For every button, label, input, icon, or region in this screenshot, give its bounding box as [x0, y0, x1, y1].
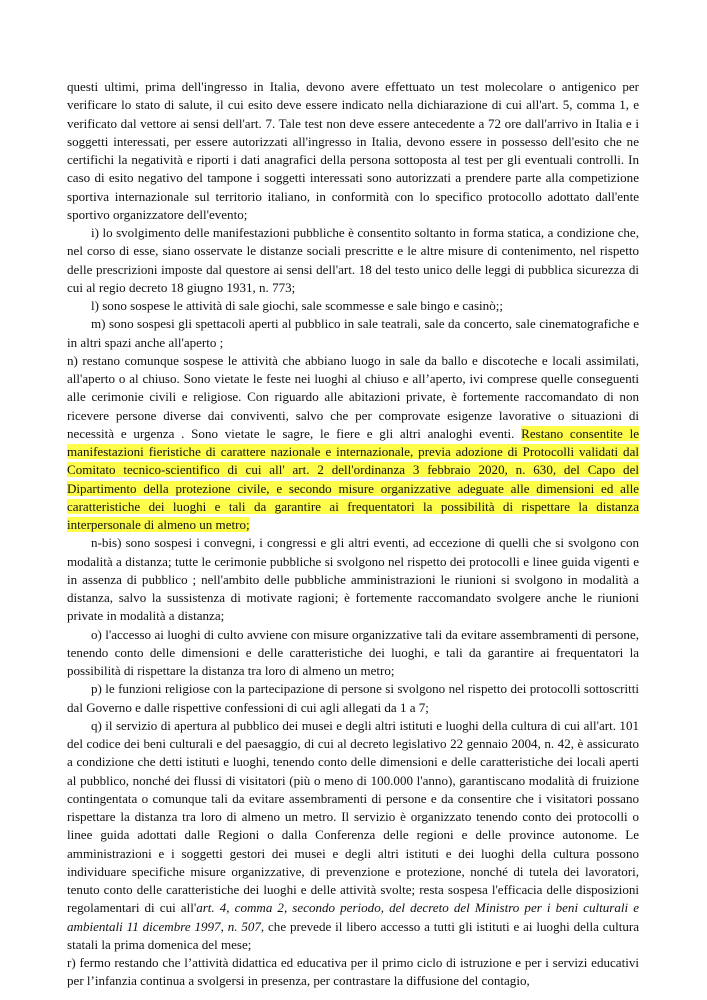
item-n-text: n) restano comunque sospese le attività che abbiano luogo in sale da ballo e discoteche e locali assimilati, all'aperto o al chiuso. Sono vietate le feste nei luoghi al chiuso e all’aperto, ivi comprese quelle conseguenti alle cerimonie civili e religiose. Con riguardo alle abitazioni private, è fortemente raccomandato di non ricevere persone diverse dai conviventi, salvo che per comprovate esigenze lavorative o situazioni di necessità e urgenza . Sono vietate le sagre, le fiere e gli altri analoghi eventi.	[67, 352, 639, 441]
document-page	[67, 78, 639, 991]
paragraph-item-n-bis: n-bis) sono sospesi i convegni, i congressi e gli altri eventi, ad eccezione di quelli che si svolgono con modalità a distanza; tutte le cerimonie pubbliche si svolgono nel rispetto dei protocolli e linee guida vigenti e in assenza di pubblico ; nell'ambito delle pubbliche amministrazioni le riunioni si svolgono in modalità a distanza, salvo la sussistenza di motivate ragioni; è fortemente raccomandato svolgere anche le riunioni private in modalità a distanza;	[67, 535, 639, 624]
highlighted-text: Restano consentite le manifestazioni fieristiche di carattere nazionale e internazionale, previa adozione di Protocolli validati dal Comitato tecnico-scientifico di cui all' art. 2 dell'ordinanza 3 febbraio 2020, n. 630, del Capo del Dipartimento della protezione civile, e secondo misure organizzative adeguate alle dimensioni ed alle caratteristiche dei luoghi e tali da garantire ai frequentatori la possibilità di rispettare la distanza interpersonale di almeno un metro;	[67, 425, 639, 532]
paragraph-item-p: p) le funzioni religiose con la partecipazione di persone si svolgono nel rispetto dei protocolli sottoscritti dal Governo e dalle rispettive confessioni di cui agli allegati da 1 a 7;	[67, 681, 639, 715]
paragraph-item-r: r) fermo restando che l’attività didattica ed educativa per il primo ciclo di istruzione e per i servizi educativi per l’infanzia continua a svolgersi in presenza, per contrastare la diffusione del contagio,	[67, 955, 639, 989]
paragraph-item-l: l) sono sospese le attività di sale giochi, sale scommesse e sale bingo e casinò;;	[91, 298, 503, 313]
paragraph-item-q	[67, 717, 639, 954]
paragraph-item-n	[67, 352, 639, 535]
item-q-text-start: q) il servizio di apertura al pubblico dei musei e degli altri istituti e luoghi della cultura di cui all'art. 101 del codice dei beni culturali e del paesaggio, di cui al decreto legislativo 22 gennaio 2004, n. 42, è assicurato a condizione che detti istituti e luoghi, tenendo conto delle dimensioni e delle caratteristiche dei locali aperti al pubblico, nonché dei flussi di visitatori (più o meno di 100.000 l'anno), garantiscano modalità di fruizione contingentata o comunque tali da evitare assembramenti di persone e da consentire che i visitatori possano rispettare la distanza tra loro di almeno un metro. Il servizio è organizzato tenendo conto dei protocolli o linee guida adottati dalle Regioni o dalla Conferenza delle regioni e delle province autonome. Le amministrazioni e i soggetti gestori dei musei e degli altri istituti e dei luoghi della cultura possono individuare specifiche misure organizzative, di prevenzione e protezione, nonché di tutela dei lavoratori, tenuto conto delle caratteristiche dei luoghi e delle attività svolte; resta sospesa l'efficacia delle disposizioni regolamentari di cui all'	[67, 717, 639, 916]
paragraph-item-o: o) l'accesso ai luoghi di culto avviene con misure organizzative tali da evitare assembramenti di persone, tenendo conto delle dimensioni e delle caratteristiche dei luoghi, e tali da garantire ai frequentatori la possibilità di rispettare la distanza tra loro di almeno un metro;	[67, 626, 639, 678]
paragraph-test-requirement: questi ultimi, prima dell'ingresso in Italia, devono avere effettuato un test molecolare o antigenico per verificare lo stato di salute, il cui esito deve essere indicato nella dichiarazione di cui all'art. 5, comma 1, e verificato dal vettore ai sensi dell'art. 7. Tale test non deve essere antecedente a 72 ore dall'arrivo in Italia e i soggetti interessati, per essere autorizzati all'ingresso in Italia, devono essere in possesso dell'esito che ne certifichi la negatività e riporti i dati anagrafici della persona sottoposta al test per gli eventuali controlli. In caso di esito negativo del tampone i soggetti interessati sono autorizzati a prendere parte alla competizione sportiva internazionale sul territorio italiano, in conformità con lo specifico protocollo adottato dall'ente sportivo organizzatore dell'evento;	[67, 79, 639, 222]
paragraph-item-i: i) lo svolgimento delle manifestazioni pubbliche è consentito soltanto in forma statica, a condizione che, nel corso di esse, siano osservate le distanze sociali prescritte e le altre misure di contenimento, nel rispetto delle prescrizioni imposte dal questore ai sensi dell'art. 18 del testo unico delle leggi di pubblica sicurezza di cui al regio decreto 18 giugno 1931, n. 773;	[67, 225, 639, 295]
item-q-text-end: , che prevede il libero accesso a tutti gli istituti e ai luoghi della cultura statali la prima domenica del mese;	[67, 918, 640, 952]
item-q-italic-reference: art. 4, comma 2, secondo periodo, del decreto del Ministro per i beni culturali e ambientali 11 dicembre 1997, n. 507	[67, 900, 639, 934]
paragraph-item-m: m) sono sospesi gli spettacoli aperti al pubblico in sale teatrali, sale da concerto, sale cinematografiche e in altri spazi anche all'aperto ;	[67, 316, 639, 350]
